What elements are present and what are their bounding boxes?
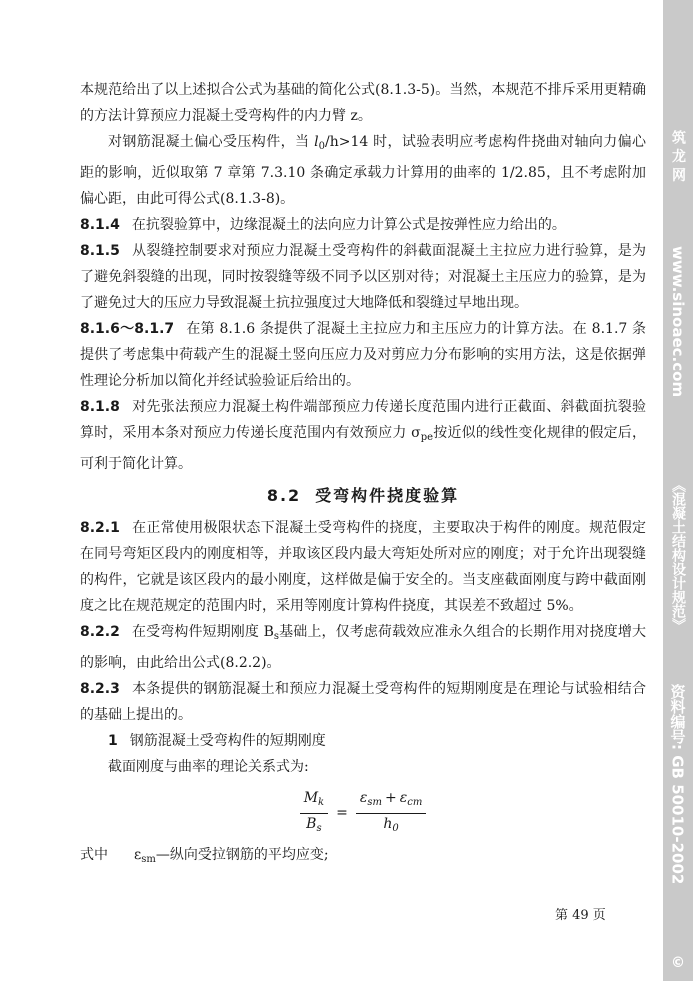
section-title: 受弯构件挠度验算 <box>315 486 460 505</box>
clause-8-1-4 <box>80 212 646 238</box>
sidebar-doc-title: 《混凝土结构设计规范》 <box>670 478 686 632</box>
item-number: 1 <box>108 733 118 749</box>
clause-text: 在第 8.1.6 条提供了混凝土主拉应力和主压应力的计算方法。在 8.1.7 条提供了考虑集中荷载产生的混凝土竖向压应力及对剪应力分布影响的实用方法，这是依据弹性理论分析加以简化并经试验验证后给出的。 <box>80 321 646 389</box>
copyright-icon: © <box>670 955 686 971</box>
p2-sub: 0 <box>318 141 326 152</box>
page-content <box>80 77 646 873</box>
sidebar-site-url: www.sinoaec.com <box>669 246 687 398</box>
item-text: 钢筋混凝土受弯构件的短期刚度 <box>129 733 326 749</box>
symbol-eps-cm: ε <box>399 789 408 806</box>
clause-number: 8.2.3 <box>80 681 120 697</box>
clause-text: 在抗裂验算中，边缘混凝土的法向应力计算公式是按弹性应力给出的。 <box>131 217 566 233</box>
symbol-h-sub: 0 <box>392 822 399 834</box>
symbol-eps-sm-sub: sm <box>367 796 382 808</box>
clause-text-after: 按近似的线性变化规律的假定后，可利于简化计算。 <box>80 425 646 472</box>
clause-text-after: 基础上，仅考虑荷载效应准永久组合的长期作用对挠度增大的影响，由此给出公式(8.2.2)。 <box>80 624 646 671</box>
watermark-sidebar <box>663 0 693 981</box>
clause-number: 8.1.5 <box>80 243 120 259</box>
formula-left-denominator <box>302 814 325 839</box>
symbol-eps-cm-sub: cm <box>407 796 423 808</box>
symbol-B: B <box>306 815 317 832</box>
section-number: 8.2 <box>266 486 302 505</box>
formula-left-numerator <box>300 788 328 814</box>
sidebar-doc-code: 资料编号: GB 50010-2002 <box>668 684 687 885</box>
bs-subscript: s <box>273 631 280 642</box>
clause-number: 8.2.2 <box>80 624 120 640</box>
clause-8-1-6-7 <box>80 316 646 394</box>
curvature-formula <box>80 784 646 842</box>
formula-right-denominator <box>379 814 402 839</box>
paragraph-eccentric-compression <box>80 129 646 212</box>
symbol-eps-sm: ε <box>359 789 368 806</box>
page-number: 第 49 页 <box>555 908 606 923</box>
relation-intro: 截面刚度与曲率的理论关系式为: <box>108 759 309 775</box>
symbol-plus: + <box>384 789 397 806</box>
symbol-M: M <box>303 789 319 806</box>
sigma-subscript: pe <box>420 432 434 443</box>
p2-before: 对钢筋混凝土偏心受压构件，当 <box>108 134 315 150</box>
where-symbol: ε <box>134 847 142 863</box>
where-text: —纵向受拉钢筋的平均应变; <box>155 847 329 863</box>
clause-number: 8.1.8 <box>80 399 120 415</box>
clause-text-before: 在受弯构件短期刚度 B <box>131 624 274 640</box>
clause-text: 在正常使用极限状态下混凝土受弯构件的挠度，主要取决于构件的刚度。规范假定在同号弯矩区段内的刚度相等，并取该区段内最大弯矩处所对应的刚度；对于允许出现裂缝的构件，它就是该区段内的最小刚度，这样做是偏于安全的。当支座截面刚度与跨中截面刚度之比在规范规定的范围内时，采用等刚度计算构件挠度，其误差不致超过 5%。 <box>80 520 646 614</box>
clause-8-2-3 <box>80 676 646 728</box>
where-clause <box>80 842 646 873</box>
formula-right-numerator <box>356 788 426 814</box>
symbol-B-sub: s <box>316 822 322 834</box>
clause-number: 8.1.6～8.1.7 <box>80 321 175 337</box>
clause-number: 8.2.1 <box>80 520 120 536</box>
p2-var: l <box>314 134 319 150</box>
clause-8-2-2 <box>80 619 646 676</box>
section-heading-8-2 <box>80 481 646 511</box>
formula-left-fraction <box>300 788 328 839</box>
paragraph-simplified-formula: 本规范给出了以上述拟合公式为基础的简化公式(8.1.3-5)。当然，本规范不排斥采用更精确的方法计算预应力混凝土受弯构件的内力臂 z。 <box>80 82 646 124</box>
clause-text-before: 对先张法预应力混凝土构件端部预应力传递长度范围内进行正截面、斜截面抗裂验算时，采用本条对预应力传递长度范围内有效预应力 σ <box>80 399 646 441</box>
clause-number: 8.1.4 <box>80 217 120 233</box>
symbol-h: h <box>383 815 393 832</box>
item-1 <box>80 728 646 754</box>
symbol-M-sub: k <box>318 796 325 808</box>
p2-after: /h>14 时，试验表明应考虑构件挠曲对轴向力偏心距的影响，近似取第 7 章第 7.3.10 条确定承载力计算用的曲率的 1/2.85，且不考虑附加偏心距，由此可得公式(8.1.3-8)。 <box>80 134 646 207</box>
sidebar-site-name: 筑 龙 网 <box>670 130 686 182</box>
clause-8-2-1 <box>80 515 646 619</box>
where-label: 式中 <box>80 847 108 863</box>
clause-8-1-5 <box>80 238 646 316</box>
formula-right-fraction <box>356 788 426 839</box>
clause-text: 从裂缝控制要求对预应力混凝土受弯构件的斜截面混凝土主拉应力进行验算，是为了避免斜裂缝的出现，同时按裂缝等级不同予以区别对待；对混凝土主压应力的验算，是为了避免过大的压应力导致混凝土抗拉强度过大地降低和裂缝过早地出现。 <box>80 243 646 311</box>
formula-equals: = <box>336 805 348 821</box>
clause-8-1-8 <box>80 394 646 477</box>
clause-text: 本条提供的钢筋混凝土和预应力混凝土受弯构件的短期刚度是在理论与试验相结合的基础上提出的。 <box>80 681 646 723</box>
where-symbol-sub: sm <box>141 854 156 865</box>
